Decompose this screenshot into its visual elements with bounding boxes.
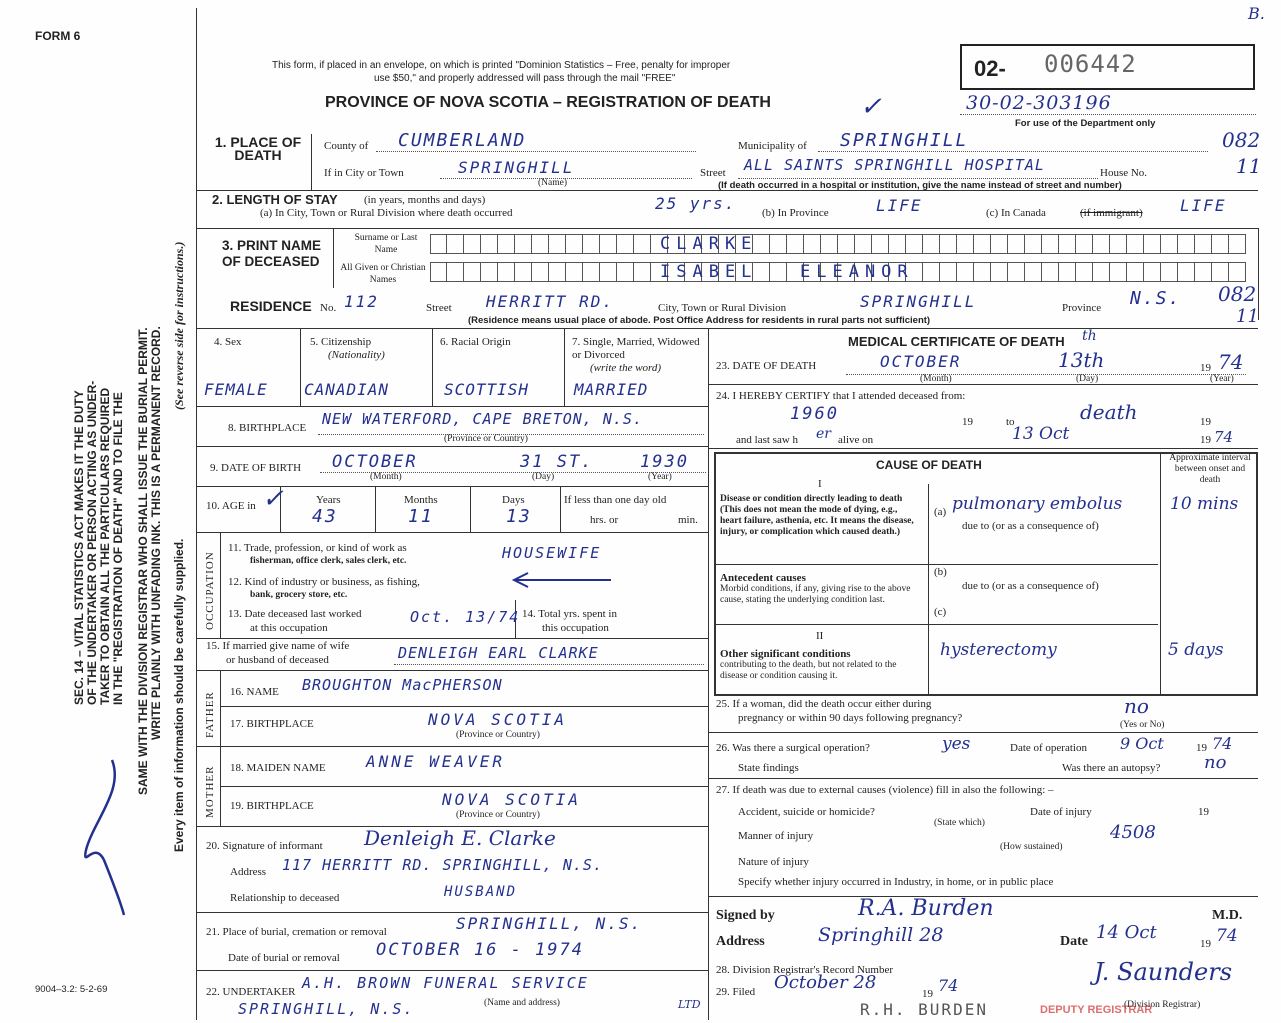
- autopsy-label: Was there an autopsy?: [1062, 762, 1161, 774]
- mail-note-2: use $50," and properly addressed will pass through the mail "FREE": [374, 73, 676, 84]
- stay-city-label: (a) In City, Town or Rural Division where death occurred: [260, 207, 513, 219]
- dob-day-sublabel: (Day): [532, 472, 555, 482]
- burial-date-label: Date of burial or removal: [228, 952, 340, 964]
- due-to-a: due to (or as a consequence of): [962, 520, 1099, 532]
- mother-birthplace-value[interactable]: NOVA SCOTIA: [442, 790, 581, 809]
- interval-header: Approximate interval between onset and death: [1169, 453, 1251, 485]
- form-code: 9004–3.2: 5-2-69: [35, 984, 108, 995]
- rule-row21: [196, 970, 708, 971]
- residence-note: (Residence means usual place of abode. Post Office Address for residents in rural parts not sufficient): [468, 315, 931, 326]
- burial-place-label: 21. Place of burial, cremation or removal: [206, 926, 387, 938]
- autopsy-value[interactable]: no: [1204, 752, 1227, 773]
- father-side-label: FATHER: [204, 691, 216, 738]
- dob-month-sublabel: (Month): [370, 472, 402, 482]
- nature-label: Nature of injury: [738, 856, 809, 868]
- form-number: FORM 6: [35, 29, 81, 43]
- filed-value[interactable]: October 28: [774, 972, 877, 993]
- father-bp-sublabel: (Province or Country): [456, 730, 540, 740]
- dob-day[interactable]: 31 ST.: [520, 452, 594, 472]
- hospital-note: (If death occurred in a hospital or institution, give the name instead of street and number): [718, 180, 1122, 191]
- cause-col-interval: [1160, 452, 1161, 696]
- last-saw-label: and last saw h: [736, 434, 799, 446]
- marital-value[interactable]: MARRIED: [574, 380, 649, 399]
- birthplace-label: 8. BIRTHPLACE: [228, 422, 307, 434]
- given-value-2[interactable]: ELEANOR: [800, 262, 914, 282]
- attended-to[interactable]: death: [1080, 400, 1138, 424]
- other-conditions-label: Other significant conditions: [720, 648, 851, 660]
- street-label: Street: [700, 167, 726, 179]
- spouse-label: 15. If married give name of wife: [206, 640, 350, 652]
- registrar-signature[interactable]: J. Saunders: [1094, 958, 1233, 986]
- total-years-label: 14. Total yrs. spent in: [522, 608, 617, 620]
- side-instruction-4: IN THE "REGISTRATION OF DEATH" AND TO FILE THE: [111, 392, 125, 705]
- informant-address-label: Address: [230, 866, 267, 878]
- registrar-label: (Division Registrar): [1124, 1000, 1201, 1010]
- medical-title-mark: th: [1082, 328, 1097, 344]
- other-conditions-interval[interactable]: 5 days: [1168, 640, 1224, 660]
- pregnancy-yes-no: (Yes or No): [1120, 720, 1165, 730]
- from-year-prefix: 19: [962, 416, 973, 428]
- cause-title: CAUSE OF DEATH: [876, 458, 982, 472]
- residence-street[interactable]: HERRITT RD.: [486, 292, 614, 311]
- relationship-label: Relationship to deceased: [230, 892, 340, 904]
- how-sustained: (How sustained): [1000, 842, 1063, 852]
- death-month-sub: (Month): [920, 374, 952, 384]
- name-label: 3. PRINT NAME OF DECEASED: [222, 238, 322, 269]
- occupation-side-label: OCCUPATION: [204, 551, 216, 630]
- death-day-sub: (Day): [1076, 374, 1099, 384]
- filed-year-prefix: 19: [922, 988, 933, 1000]
- mother-mid: [220, 786, 708, 787]
- municipality-label: Municipality of: [738, 140, 807, 152]
- total-years-label-2: this occupation: [542, 622, 609, 634]
- residence-no-label: No.: [320, 302, 337, 314]
- col-racial: [564, 328, 565, 406]
- rule-row17: [196, 746, 708, 747]
- pregnancy-value[interactable]: no: [1124, 694, 1149, 718]
- informant-sig-label: 20. Signature of informant: [206, 840, 323, 852]
- sig-address-value[interactable]: Springhill 28: [818, 924, 944, 946]
- age-months-label: Months: [404, 494, 438, 506]
- other-conditions-sublabel: contributing to the death, but not related to the disease or condition causing it.: [720, 660, 897, 681]
- age-months-value[interactable]: 11: [408, 506, 434, 527]
- age-lt-day-label: If less than one day old: [564, 494, 667, 506]
- death-year-sub: (Year): [1210, 374, 1234, 384]
- age-days-label: Days: [502, 494, 525, 506]
- side-instruction-6: WRITE PLAINLY WITH UNFADING INK. THIS IS A PERMANENT RECORD.: [149, 326, 163, 740]
- md-label: M.D.: [1212, 908, 1243, 923]
- marital-sublabel: (write the word): [590, 362, 662, 374]
- undertaker-ltd: LTD: [678, 998, 701, 1011]
- findings-label: State findings: [738, 762, 799, 774]
- city-label: If in City or Town: [324, 167, 404, 179]
- rule-after-stay: [196, 228, 1258, 229]
- sig-year: 74: [1216, 926, 1238, 946]
- sex-value[interactable]: FEMALE: [204, 380, 268, 399]
- sex-label: 4. Sex: [214, 336, 242, 348]
- surname-label: Surname or Last Name: [354, 233, 418, 255]
- registration-prefix: 02-: [974, 56, 1006, 81]
- racial-label: 6. Racial Origin: [440, 336, 511, 348]
- last-worked-label-2: at this occupation: [250, 622, 328, 634]
- last-worked-value[interactable]: Oct. 13/74: [410, 608, 521, 626]
- accident-label: Accident, suicide or homicide?: [738, 806, 875, 818]
- undertaker-label: 22. UNDERTAKER: [206, 986, 296, 998]
- rule-row15: [196, 670, 708, 671]
- injury-year-prefix: 19: [1198, 806, 1209, 818]
- filed-year: 74: [938, 976, 959, 995]
- death-date-label: 23. DATE OF DEATH: [716, 360, 817, 372]
- column-divider: [708, 328, 709, 1020]
- surname-value[interactable]: CLARKE: [660, 234, 758, 254]
- age-years-value[interactable]: 43: [312, 506, 338, 527]
- marital-label: 7. Single, Married, Widowed or Divorced: [572, 336, 700, 361]
- municipality-code: 082: [1222, 128, 1261, 152]
- pregnancy-label: 25. If a woman, did the death occur either during: [716, 698, 932, 710]
- external-label: 27. If death was due to external causes (violence) fill in also the following: –: [716, 784, 1054, 796]
- side-instruction-8: Every item of information should be carefully supplied.: [172, 538, 186, 852]
- relationship-value[interactable]: HUSBAND: [444, 884, 518, 900]
- rule-row10: [196, 532, 708, 533]
- cause-b-marker: (b): [934, 566, 947, 578]
- certify-label: 24. I HEREBY CERTIFY that I attended deceased from:: [716, 390, 966, 402]
- signed-by-label: Signed by: [716, 908, 775, 923]
- cause-rule-1: [716, 564, 1158, 565]
- other-conditions-value[interactable]: hysterectomy: [940, 640, 1057, 660]
- trade-label-2: fisherman, office clerk, sales clerk, etc.: [250, 556, 407, 566]
- printed-physician-name: R.H. BURDEN: [860, 1000, 988, 1019]
- rule-med-25: [708, 732, 1258, 733]
- father-mid: [220, 706, 708, 707]
- direct-cause-label: Disease or condition directly leading to death (This does not mean the mode of dying, e.g., heart failure, asthenia, etc. It means the disease, injury, or complication which caused death.): [720, 494, 914, 537]
- last-worked-label: 13. Date deceased last worked: [228, 608, 362, 620]
- dob-year[interactable]: 1930: [640, 452, 689, 472]
- racial-value[interactable]: SCOTTISH: [444, 380, 530, 399]
- undertaker-value[interactable]: A.H. BROWN FUNERAL SERVICE: [302, 974, 589, 992]
- residence-province[interactable]: N.S.: [1130, 288, 1182, 309]
- birthplace-sublabel: (Province or Country): [444, 434, 528, 444]
- outer-left-border: [196, 8, 197, 1020]
- occupation-side-divider: [220, 532, 221, 638]
- death-day[interactable]: 13th: [1058, 348, 1105, 372]
- record-number-label: 28. Division Registrar's Record Number: [716, 964, 894, 976]
- stay-label: 2. LENGTH OF STAY: [212, 192, 338, 207]
- county-value[interactable]: CUMBERLAND: [398, 130, 527, 151]
- last-saw-year-prefix: 19: [1200, 434, 1211, 446]
- filed-label: 29. Filed: [716, 986, 756, 998]
- side-instruction-7: (See reverse side for instructions.): [172, 241, 186, 410]
- spouse-label-2: or husband of deceased: [226, 654, 329, 666]
- side-instruction-1: SEC. 14 – VITAL STATISTICS ACT MAKES IT THE DUTY: [72, 390, 86, 705]
- rule-row4: [196, 406, 708, 407]
- residence-code: 082: [1218, 282, 1257, 306]
- antecedent-sublabel: Morbid conditions, if any, giving rise to the above cause, stating the underlying condition last.: [720, 584, 911, 605]
- father-name-value[interactable]: BROUGHTON MacPHERSON: [302, 676, 503, 694]
- street-value[interactable]: ALL SAINTS SPRINGHILL HOSPITAL: [744, 156, 1045, 174]
- trade-label: 11. Trade, profession, or kind of work as: [228, 542, 407, 554]
- signed-by-value[interactable]: R.A. Burden: [858, 896, 994, 921]
- birthplace-value[interactable]: NEW WATERFORD, CAPE BRETON, N.S.: [322, 410, 643, 428]
- pregnancy-label-2: pregnancy or within 90 days following pregnancy?: [738, 712, 963, 724]
- state-which: (State which): [934, 818, 985, 828]
- deputy-registrar-stamp: DEPUTY REGISTRAR: [1040, 1004, 1153, 1016]
- operation-year: 74: [1212, 734, 1233, 753]
- industry-label: 12. Kind of industry or business, as fishing,: [228, 576, 420, 588]
- sig-address-label: Address: [716, 934, 765, 949]
- age-min-label: min.: [678, 514, 698, 526]
- citizenship-sublabel: (Nationality): [328, 349, 385, 361]
- col-years: [375, 486, 376, 532]
- industry-ditto-arrow: [506, 570, 616, 590]
- roman-two: II: [816, 630, 824, 642]
- house-value[interactable]: 11: [1236, 154, 1262, 178]
- father-side-divider: [220, 670, 221, 746]
- mother-birthplace-label: 19. BIRTHPLACE: [230, 800, 314, 812]
- surgical-label: 26. Was there a surgical operation?: [716, 742, 870, 754]
- last-saw-date[interactable]: 13 Oct: [1012, 424, 1070, 444]
- sig-year-prefix: 19: [1200, 938, 1211, 950]
- sig-date-label: Date: [1060, 934, 1088, 949]
- registration-handwritten: 30-02-303196: [966, 92, 1112, 114]
- municipality-value[interactable]: SPRINGHILL: [840, 130, 969, 151]
- stay-canada-struck: (if immigrant): [1080, 207, 1143, 219]
- informant-signature[interactable]: Denleigh E. Clarke: [364, 826, 556, 850]
- death-month[interactable]: OCTOBER: [880, 352, 962, 371]
- to-year-prefix: 19: [1200, 416, 1211, 428]
- spouse-value[interactable]: DENLEIGH EARL CLARKE: [398, 644, 599, 662]
- roman-one: I: [818, 478, 822, 490]
- residence-code-2: 11: [1236, 306, 1259, 327]
- residence-no[interactable]: 112: [344, 292, 379, 311]
- stay-canada-label: (c) In Canada: [986, 207, 1046, 219]
- col-days: [560, 486, 561, 532]
- undertaker-address[interactable]: SPRINGHILL, N.S.: [238, 1000, 415, 1018]
- age-years-label: Years: [316, 494, 341, 506]
- cause-a-interval[interactable]: 10 mins: [1170, 494, 1239, 514]
- mother-name-label: 18. MAIDEN NAME: [230, 762, 326, 774]
- rule-med-23: [708, 384, 1258, 385]
- residence-city-label: City, Town or Rural Division: [658, 302, 787, 314]
- surname-boxes: [430, 234, 1246, 254]
- stay-province-value[interactable]: LIFE: [876, 196, 923, 215]
- given-label: All Given or Christian Names: [340, 263, 426, 285]
- surgical-value[interactable]: yes: [942, 734, 971, 754]
- rule-row13: [196, 638, 708, 639]
- rule-med-26: [708, 778, 1258, 779]
- house-label: House No.: [1100, 167, 1148, 179]
- mother-bp-sublabel: (Province or Country): [456, 810, 540, 820]
- specify-label: Specify whether injury occurred in Industry, in home, or in public place: [738, 876, 1054, 888]
- corner-mark: B.: [1248, 4, 1265, 23]
- col-months: [470, 486, 471, 532]
- manner-code: 4508: [1110, 822, 1156, 843]
- father-birthplace-value[interactable]: NOVA SCOTIA: [428, 710, 567, 729]
- last-saw-her: er: [816, 426, 831, 442]
- cause-a-value[interactable]: pulmonary embolus: [952, 494, 1123, 514]
- mail-note-1: This form, if placed in an envelope, on which is printed "Dominion Statistics – Free, penalty for improper: [272, 60, 731, 71]
- section-divider-left: [311, 134, 312, 190]
- county-label: County of: [324, 140, 369, 152]
- registration-number: 006442: [1044, 50, 1137, 78]
- citizenship-label: 5. Citizenship: [310, 336, 372, 348]
- rule-row8: [196, 446, 708, 447]
- age-hrs-label: hrs. or: [590, 514, 619, 526]
- citizenship-value[interactable]: CANADIAN: [304, 380, 390, 399]
- residence-city[interactable]: SPRINGHILL: [860, 292, 977, 311]
- alive-on-label: alive on: [838, 434, 874, 446]
- cause-a-marker: (a): [934, 506, 947, 518]
- mother-name-value[interactable]: ANNE WEAVER: [366, 752, 505, 771]
- father-birthplace-label: 17. BIRTHPLACE: [230, 718, 314, 730]
- side-instruction-2: OF THE UNDERTAKER OR PERSON ACTING AS UNDER-: [85, 380, 99, 705]
- rule-row20: [196, 912, 708, 913]
- trade-value[interactable]: HOUSEWIFE: [502, 544, 602, 562]
- operation-date[interactable]: 9 Oct: [1120, 734, 1164, 753]
- age-checkmark: ✓: [262, 484, 284, 514]
- attended-from[interactable]: 1960: [790, 404, 839, 424]
- cause-c-marker: (c): [934, 606, 947, 618]
- industry-label-2: bank, grocery store, etc.: [250, 590, 348, 600]
- medical-title: MEDICAL CERTIFICATE OF DEATH: [848, 334, 1065, 349]
- age-days-value[interactable]: 13: [506, 506, 532, 527]
- burial-place-value[interactable]: SPRINGHILL, N.S.: [456, 914, 643, 933]
- residence-label: RESIDENCE: [230, 298, 312, 314]
- manner-label: Manner of injury: [738, 830, 814, 842]
- given-value-1[interactable]: ISABEL: [660, 262, 758, 282]
- cause-rule-2: [716, 624, 1158, 625]
- col-citizenship: [432, 328, 433, 406]
- residence-street-label: Street: [426, 302, 452, 314]
- informant-address[interactable]: 117 HERRITT RD. SPRINGHILL, N.S.: [282, 856, 603, 874]
- operation-date-label: Date of operation: [1010, 742, 1087, 754]
- side-instruction-5: SAME WITH THE DIVISION REGISTRAR WHO SHALL ISSUE THE BURIAL PERMIT.: [136, 327, 150, 795]
- stay-canada-value[interactable]: LIFE: [1180, 196, 1227, 215]
- death-year[interactable]: 74: [1218, 350, 1244, 374]
- due-to-b: due to (or as a consequence of): [962, 580, 1099, 592]
- antecedent-label: Antecedent causes: [720, 572, 806, 584]
- city-name-sublabel: (Name): [538, 178, 568, 188]
- operation-year-prefix: 19: [1196, 742, 1207, 754]
- title-checkmark: ✓: [860, 92, 882, 122]
- col-sex: [300, 328, 301, 406]
- undertaker-sublabel: (Name and address): [484, 998, 560, 1008]
- dob-year-sublabel: (Year): [648, 472, 672, 482]
- residence-province-label: Province: [1062, 302, 1102, 314]
- age-label: 10. AGE in: [206, 500, 256, 512]
- stay-city-value[interactable]: 25 yrs.: [655, 194, 737, 213]
- page-title: PROVINCE OF NOVA SCOTIA – REGISTRATION OF DEATH: [325, 94, 771, 111]
- registration-number-box: [960, 44, 1255, 90]
- sig-date-value[interactable]: 14 Oct: [1096, 922, 1157, 943]
- department-use-note: For use of the Department only: [1015, 118, 1156, 129]
- death-year-prefix: 19: [1200, 362, 1211, 374]
- burial-date-value[interactable]: OCTOBER 16 - 1974: [376, 940, 584, 960]
- last-saw-year: 74: [1214, 428, 1234, 446]
- dob-label: 9. DATE OF BIRTH: [210, 462, 302, 474]
- dob-month[interactable]: OCTOBER: [332, 452, 418, 472]
- place-label: 1. PLACE OF DEATH: [214, 134, 302, 163]
- injury-date-label: Date of injury: [1030, 806, 1092, 818]
- side-instruction-3: TAKER TO OBTAIN ALL THE PARTICULARS REQUIRED: [98, 387, 112, 705]
- stay-province-label: (b) In Province: [762, 207, 829, 219]
- city-value[interactable]: SPRINGHILL: [458, 158, 575, 177]
- stay-sublabel: (in years, months and days): [364, 194, 486, 206]
- mother-side-label: MOTHER: [204, 765, 216, 818]
- to-label: to: [1006, 416, 1015, 428]
- rule-after-residence: [196, 328, 1258, 329]
- section-divider-name: [333, 228, 334, 288]
- cause-col-a: [928, 484, 929, 694]
- rule-med-24: [708, 448, 1258, 449]
- father-name-label: 16. NAME: [230, 686, 279, 698]
- margin-signature-mark: [64, 750, 134, 920]
